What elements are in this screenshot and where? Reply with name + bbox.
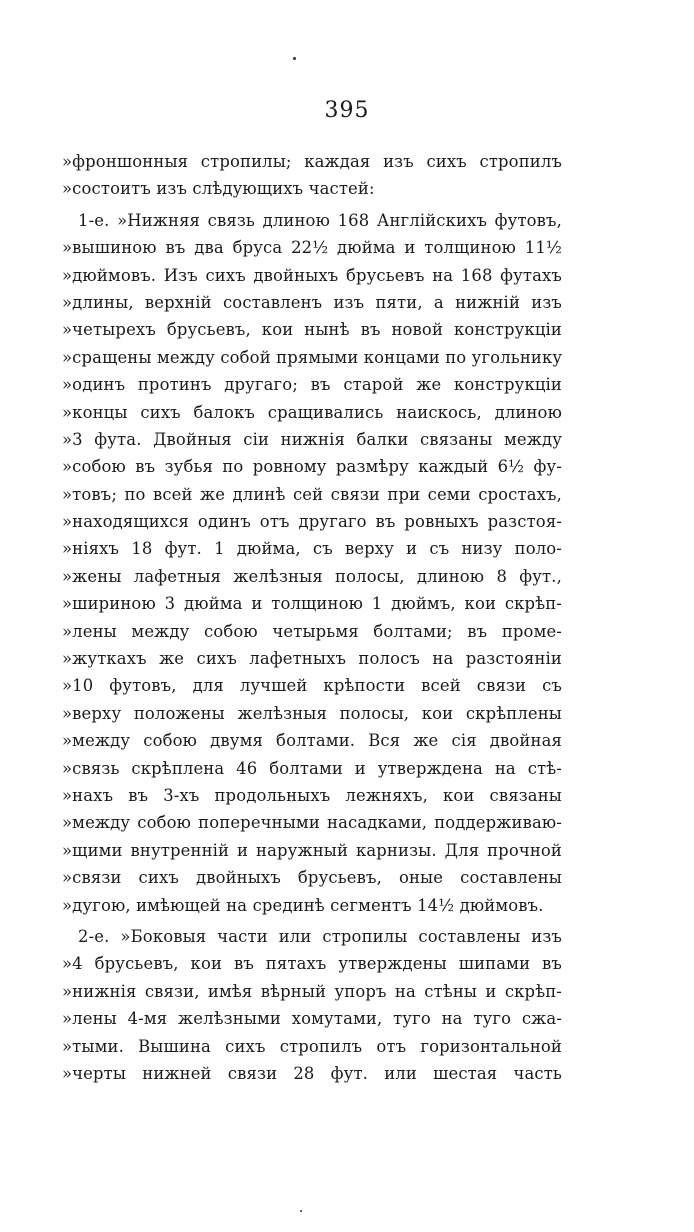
paragraph bbox=[62, 148, 562, 203]
text-line: »находящихся одинъ отъ другаго въ ровныхъ разстоя- bbox=[62, 512, 562, 532]
text-line: »связи сихъ двойныхъ брусьевъ, оные составлены bbox=[62, 868, 562, 888]
text-line: »нижнія связи, имѣя вѣрный упоръ на стѣны и скрѣп- bbox=[62, 981, 562, 1001]
text-line: »состоитъ изъ слѣдующихъ частей: bbox=[62, 179, 375, 199]
text-line: »жуткахъ же сихъ лафетныхъ полосъ на разстояніи bbox=[62, 649, 562, 669]
text-line: »между собою двумя болтами. Вся же сія двойная bbox=[62, 731, 562, 751]
body-text bbox=[62, 148, 562, 1087]
text-line: »фроншонныя стропилы; каждая изъ сихъ стропилъ bbox=[62, 152, 562, 171]
text-line: »4 брусьевъ, кои въ пятахъ утверждены шипами въ bbox=[62, 954, 562, 974]
text-line: »товъ; по всей же длинѣ сей связи при семи сростахъ, bbox=[62, 484, 562, 504]
text-line: »черты нижней связи 28 фут. или шестая часть bbox=[62, 1063, 562, 1083]
text-line: »длины, верхній составленъ изъ пяти, а нижній изъ bbox=[62, 292, 562, 312]
text-line: »ніяхъ 18 фут. 1 дюйма, съ верху и съ низу поло- bbox=[62, 539, 562, 559]
text-line: »четырехъ брусьевъ, кои нынѣ въ новой конструкціи bbox=[62, 320, 562, 340]
text-line: »10 футовъ, для лучшей крѣпости всей связи съ bbox=[62, 676, 562, 696]
text-line: »3 фута. Двойныя сіи нижнія балки связаны между bbox=[62, 429, 562, 449]
text-line: »лены 4-мя желѣзными хомутами, туго на туго сжа- bbox=[62, 1009, 562, 1029]
print-speck bbox=[300, 1210, 302, 1212]
text-line: »вышиною въ два бруса 22½ дюйма и толщиною 11½ bbox=[62, 238, 562, 258]
text-line: »связь скрѣплена 46 болтами и утверждена на стѣ- bbox=[62, 758, 562, 778]
text-line: »собою въ зубья по ровному размѣру каждый 6½ фу- bbox=[62, 457, 562, 477]
text-line: »лены между собою четырьмя болтами; въ проме- bbox=[62, 621, 562, 641]
text-line: »щими внутренній и наружный карнизы. Для прочной bbox=[62, 840, 562, 860]
text-line: 2-е. »Боковыя части или стропилы составлены изъ bbox=[78, 926, 562, 946]
text-line: »тыми. Вышина сихъ стропилъ отъ горизонтальной bbox=[62, 1036, 562, 1056]
text-line: »сращены между собой прямыми концами по угольнику bbox=[62, 347, 563, 367]
paragraph bbox=[62, 207, 562, 919]
text-line: »концы сихъ балокъ сращивались наискось, длиною bbox=[62, 402, 562, 422]
text-line: »дугою, имѣющей на срединѣ сегментъ 14½ дюймовъ. bbox=[62, 895, 544, 915]
text-line: »между собою поперечными насадками, поддерживаю- bbox=[62, 813, 562, 833]
text-line: »нахъ въ 3-хъ продольныхъ лежняхъ, кои связаны bbox=[62, 785, 562, 805]
text-line: »одинъ протинъ другаго; въ старой же конструкціи bbox=[62, 375, 562, 395]
text-line: 1-е. »Нижняя связь длиною 168 Англійскихъ футовъ, bbox=[78, 210, 562, 230]
text-line: »жены лафетныя желѣзныя полосы, длиною 8 фут., bbox=[62, 566, 562, 586]
text-line: »дюймовъ. Изъ сихъ двойныхъ брусьевъ на 168 футахъ bbox=[62, 265, 562, 285]
page-number: 395 bbox=[324, 98, 370, 123]
paragraph bbox=[62, 923, 562, 1087]
print-speck bbox=[293, 57, 296, 60]
text-line: »шириною 3 дюйма и толщиною 1 дюймъ, кои скрѣп- bbox=[62, 594, 562, 614]
text-line: »верху положены желѣзныя полосы, кои скрѣплены bbox=[62, 703, 562, 723]
